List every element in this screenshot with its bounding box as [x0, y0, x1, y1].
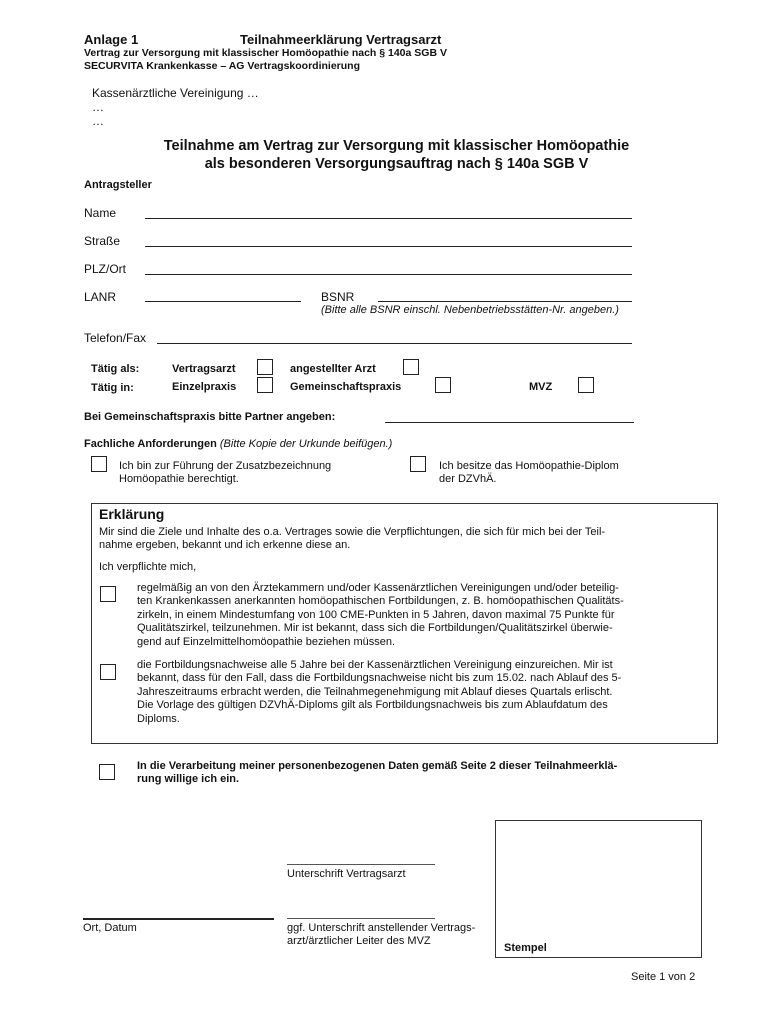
address-line-1: Kassenärztliche Vereinigung … [92, 86, 259, 100]
ort-datum-line[interactable] [83, 918, 274, 920]
fortbildung-text [137, 582, 624, 649]
zusatzbezeichnung-line-1: Ich bin zur Führung der Zusatzbezeichnung [119, 460, 332, 472]
partner-field[interactable] [385, 422, 634, 423]
mvz-signature-line[interactable] [287, 918, 435, 919]
requirements-note: (Bitte Kopie der Urkunde beifügen.) [219, 438, 393, 450]
name-label: Name [84, 206, 117, 220]
declaration-intro-line-1: Mir sind die Ziele und Inhalte des o.a. Vertrages sowie die Verpflichtungen, die sich für mich bei der Teil- [99, 526, 606, 538]
main-title-line-2: als besonderen Versorgungsauftrag nach § 140a SGB V [204, 156, 589, 172]
fortbildung-checkbox[interactable] [100, 586, 116, 602]
lanr-label: LANR [84, 290, 117, 304]
declaration-box [91, 503, 718, 744]
diplom-line-2: der DZVhÄ. [439, 473, 497, 485]
diplom-line-1: Ich besitze das Homöopathie-Diplom [439, 460, 619, 472]
name-field[interactable] [145, 218, 632, 219]
page-number: Seite 1 von 2 [631, 971, 696, 983]
nachweis-line: Diploms. [137, 712, 180, 725]
einzelpraxis-checkbox[interactable] [257, 377, 273, 393]
nachweis-text [137, 659, 621, 726]
fortbildung-line: regelmäßig an von den Ärztekammern und/oder Kassenärztlichen Vereinigungen und/oder beteilig- [137, 582, 619, 594]
bsnr-field[interactable] [378, 301, 632, 302]
vertragsarzt-signature-label: Unterschrift Vertragsarzt [287, 868, 406, 880]
fortbildung-line: ten Krankenkassen anerkannten homöopathischen Fortbildungen, z. B. homöopathischen Qualitäts- [137, 595, 624, 608]
declaration-intro [99, 526, 605, 553]
partner-label: Bei Gemeinschaftspraxis bitte Partner angeben: [84, 411, 336, 423]
einzelpraxis-label: Einzelpraxis [172, 381, 237, 393]
taetig-als-label: Tätig als: [91, 363, 140, 375]
consent-checkbox[interactable] [99, 764, 115, 780]
street-label: Straße [84, 234, 121, 248]
vertragsarzt-checkbox[interactable] [257, 359, 273, 375]
taetig-in-label: Tätig in: [91, 382, 134, 394]
zusatzbezeichnung-line-2: Homöopathie berechtigt. [119, 473, 239, 485]
consent-text [137, 760, 617, 787]
gemeinschaftspraxis-checkbox[interactable] [435, 377, 451, 393]
stamp-box[interactable] [495, 820, 702, 958]
zusatzbezeichnung-checkbox[interactable] [91, 456, 107, 472]
mvz-signature-label [287, 922, 475, 948]
phone-fax-field[interactable] [157, 343, 632, 344]
phone-fax-label: Telefon/Fax [84, 331, 147, 345]
diplom-option [439, 460, 619, 486]
nachweis-line: Jahreszeitraums erbracht werden, die Teilnahmegenehmigung mit Ablauf dieses Quartals erlischt. [137, 685, 613, 698]
nachweis-checkbox[interactable] [100, 664, 116, 680]
mvz-checkbox[interactable] [578, 377, 594, 393]
vertragsarzt-label: Vertragsarzt [172, 363, 236, 375]
street-field[interactable] [145, 246, 632, 247]
fortbildung-line: zirkeln, in einem Mindestumfang von 100 CME-Punkten in 5 Jahren, davon maximal 75 Punkte für [137, 608, 615, 621]
angestellter-arzt-label: angestellter Arzt [290, 363, 376, 375]
mvz-label: MVZ [529, 381, 553, 393]
ort-datum-label: Ort, Datum [83, 922, 137, 934]
document-title: Teilnahmeerklärung Vertragsarzt [240, 32, 442, 47]
zusatzbezeichnung-option [119, 460, 331, 486]
address-line-3: … [92, 114, 104, 128]
requirements-heading-row [84, 438, 392, 451]
nachweis-line: Die Vorlage des gültigen DZVhÄ-Diploms gilt als Fortbildungsnachweis bis zum Ablaufdatum des [137, 699, 608, 712]
nachweis-line: die Fortbildungsnachweise alle 5 Jahre bei der Kassenärztlichen Vereinigung einzureichen. Mir ist [137, 659, 613, 671]
main-title [84, 137, 709, 173]
address-line-2: … [92, 100, 104, 114]
zip-city-field[interactable] [145, 274, 632, 275]
bsnr-label: BSNR [321, 290, 355, 304]
applicant-heading: Antragsteller [84, 179, 152, 191]
fortbildung-line: gend auf Einzelmittelhomöopathie beziehen müssen. [137, 635, 396, 648]
requirements-heading: Fachliche Anforderungen [84, 438, 217, 450]
lanr-field[interactable] [145, 301, 301, 302]
declaration-heading: Erklärung [99, 506, 165, 522]
main-title-line-1: Teilnahme am Vertrag zur Versorgung mit klassischer Homöopathie [163, 138, 630, 154]
nachweis-line: bekannt, dass für den Fall, dass die Fortbildungsnachweise nicht bis zum 15.02. nach Ablauf des 5- [137, 672, 622, 685]
zip-city-label: PLZ/Ort [84, 262, 127, 276]
angestellter-arzt-checkbox[interactable] [403, 359, 419, 375]
stamp-label: Stempel [504, 942, 547, 954]
diplom-checkbox[interactable] [410, 456, 426, 472]
organization-line: SECURVITA Krankenkasse – AG Vertragskoordinierung [84, 60, 361, 72]
consent-line-1: In die Verarbeitung meiner personenbezogenen Daten gemäß Seite 2 dieser Teilnahmeerklä- [137, 760, 618, 772]
consent-line-2: rung willige ich ein. [137, 773, 240, 786]
gemeinschaftspraxis-label: Gemeinschaftspraxis [290, 381, 402, 393]
anlage-label: Anlage 1 [84, 32, 139, 47]
mvz-signature-line-1: ggf. Unterschrift anstellender Vertrags- [287, 922, 476, 934]
fortbildung-line: Qualitätszirkel, teilzunehmen. Mir ist bekannt, dass sich die Fortbildungen/Qualitätszirkel überwie- [137, 622, 613, 635]
mvz-signature-line-2: arzt/ärztlicher Leiter des MVZ [287, 935, 431, 947]
declaration-commit: Ich verpflichte mich, [99, 561, 197, 573]
declaration-intro-line-2: nahme ergeben, bekannt und ich erkenne diese an. [99, 539, 351, 552]
contract-subtitle: Vertrag zur Versorgung mit klassischer Homöopathie nach § 140a SGB V [84, 47, 447, 59]
vertragsarzt-signature-line[interactable] [287, 864, 435, 865]
bsnr-note: (Bitte alle BSNR einschl. Nebenbetriebsstätten-Nr. angeben.) [321, 304, 619, 316]
